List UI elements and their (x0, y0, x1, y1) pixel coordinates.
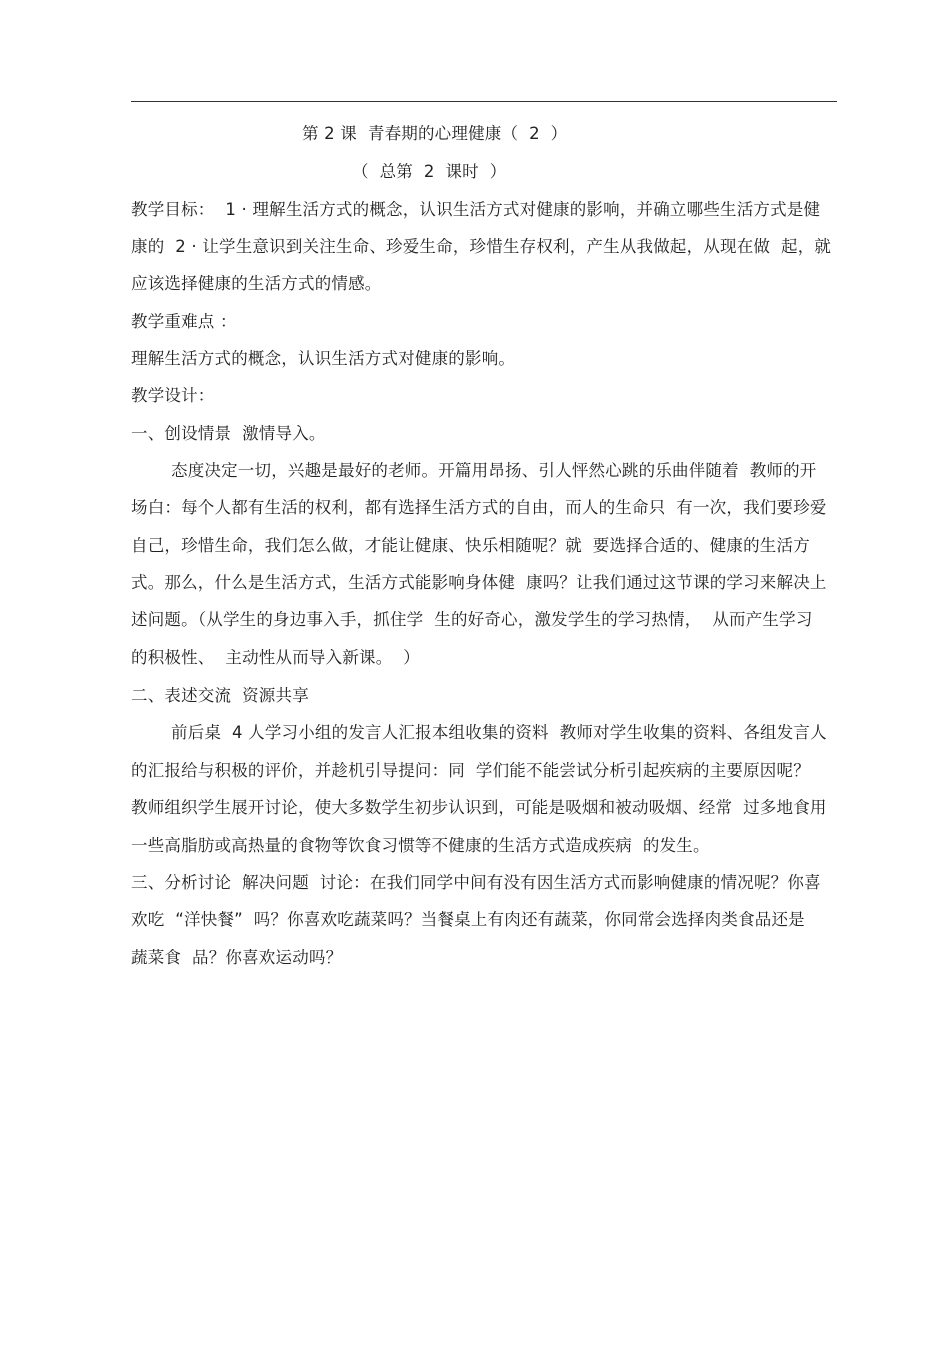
text-line: 前后桌 4 人学习小组的发言人汇报本组收集的资料 教师对学生收集的资料、各组发言人 (171, 723, 827, 742)
text-line: 理解生活方式的概念，认识生活方式对健康的影响。 (131, 349, 516, 368)
text-line: 一些高脂肪或高热量的食物等饮食习惯等不健康的生活方式造成疾病 的发生。 (131, 836, 710, 855)
header-rule (131, 101, 837, 102)
text-line: 蔬菜食 品？你喜欢运动吗？ (131, 948, 343, 967)
section-heading: 一、创设情景 激情导入。 (131, 424, 326, 443)
text-line: 述问题。（从学生的身边事入手，抓住学 生的好奇心，激发学生的学习热情， 从而产生学习 (131, 610, 813, 629)
lesson-subtitle: （ 总第 2 课时 ） (352, 162, 507, 181)
text-line: 场白：每个人都有生活的权利，都有选择生活方式的自由，而人的生命只 有一次，我们要珍爱 (131, 498, 827, 517)
text-line: 的积极性、 主动性从而导入新课。 ） (131, 648, 420, 667)
text-line: 的汇报给与积极的评价，并趁机引导提问：同 学们能不能尝试分析引起疾病的主要原因呢？ (131, 761, 810, 780)
text-line: 教学目标： 1 · 理解生活方式的概念，认识生活方式对健康的影响，并确立哪些生活方式是健 (131, 200, 821, 219)
section-heading: 二、表述交流 资源共享 (131, 686, 309, 705)
text-line: 康的 2 · 让学生意识到关注生命、珍爱生命，珍惜生存权利，产生从我做起，从现在做 起，就 (131, 237, 832, 256)
text-line: 欢吃 “洋快餐” 吗？你喜欢吃蔬菜吗？当餐桌上有肉还有蔬菜，你同常会选择肉类食品还是 (131, 910, 805, 929)
section-heading: 教学重难点 ： (131, 312, 237, 331)
text-line: 式。那么，什么是生活方式，生活方式能影响身体健 康吗？让我们通过这节课的学习来解决上 (131, 573, 827, 592)
text-line: 应该选择健康的生活方式的情感。 (131, 274, 382, 293)
lesson-title: 第 2 课 青春期的心理健康（ 2 ） (302, 124, 568, 143)
section-heading: 教学设计： (131, 386, 215, 405)
text-line: 教师组织学生展开讨论，使大多数学生初步认识到，可能是吸烟和被动吸烟、经常 过多地食用 (131, 798, 827, 817)
text-line: 态度决定一切，兴趣是最好的老师。开篇用昂扬、引人怦然心跳的乐曲伴随着 教师的开 (171, 461, 817, 480)
text-line: 自己，珍惜生命，我们怎么做，才能让健康、快乐相随呢？就 要选择合适的、健康的生活方 (131, 536, 810, 555)
section-heading: 三、分析讨论 解决问题 讨论：在我们同学中间有没有因生活方式而影响健康的情况呢？你喜 (131, 873, 821, 892)
